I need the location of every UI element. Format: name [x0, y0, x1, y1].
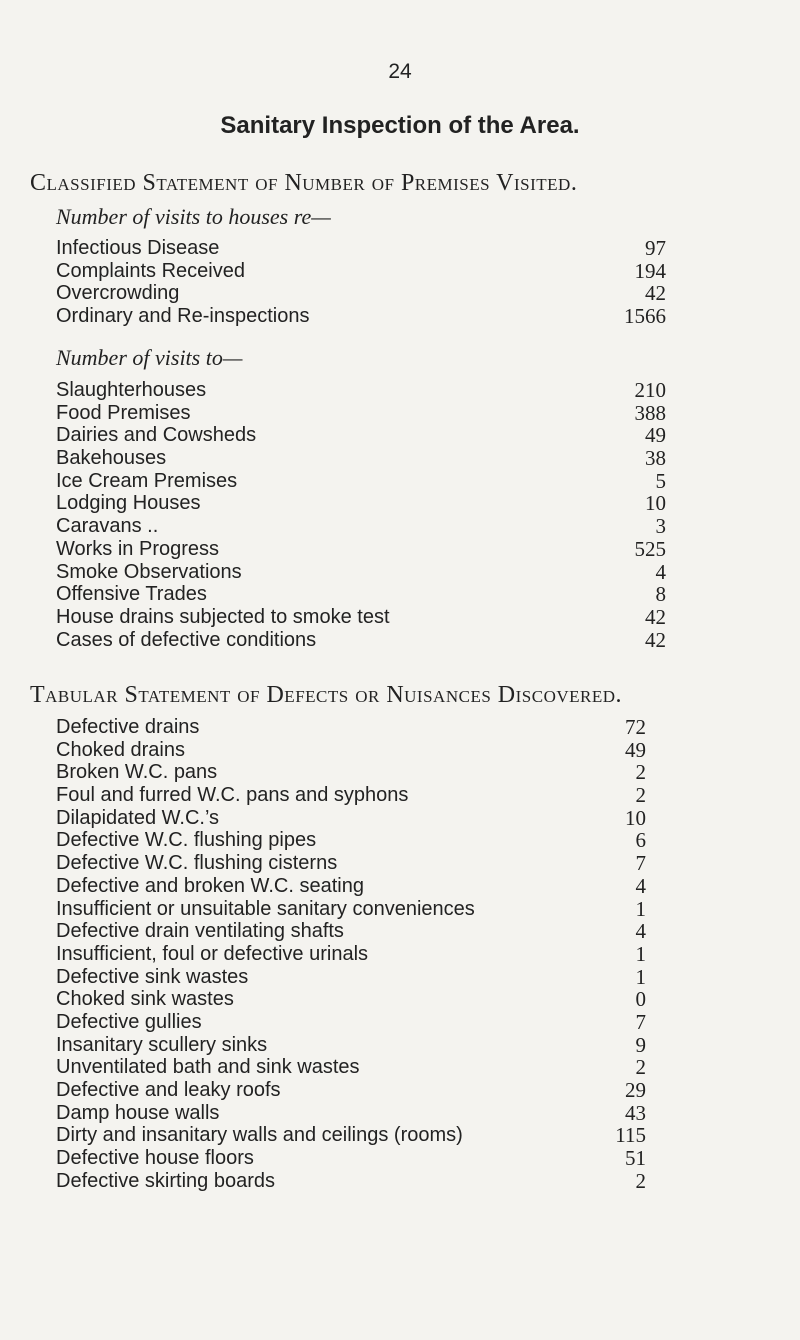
row-label: Damp house walls — [56, 1101, 220, 1124]
row-value: 1 — [635, 964, 646, 989]
subheading-visits-to-houses: Number of visits to houses re— — [56, 204, 331, 229]
table-row — [56, 898, 666, 921]
table-row — [56, 1102, 666, 1125]
row-value: 4 — [655, 559, 666, 584]
row-value: 2 — [635, 760, 646, 785]
table-row — [56, 988, 666, 1011]
subheading-visits-to: Number of visits to— — [56, 345, 243, 370]
table-row — [56, 1034, 666, 1057]
row-value: 7 — [635, 1009, 646, 1034]
row-value: 97 — [645, 236, 666, 260]
table-row — [56, 716, 666, 739]
row-label: Smoke Observations — [56, 560, 242, 583]
row-value: 525 — [634, 536, 666, 561]
row-label: Insanitary scullery sinks — [56, 1033, 268, 1056]
table-row — [56, 260, 666, 283]
list-visits-to-houses — [56, 237, 666, 328]
row-value: 2 — [635, 1055, 646, 1080]
row-label: Defective house floors — [56, 1147, 254, 1170]
table-row — [56, 379, 666, 402]
section-heading-defects-discovered: Tabular Statement of Defects or Nuisances Discovered. — [30, 682, 623, 708]
page-title: Sanitary Inspection of the Area. — [220, 112, 580, 139]
row-value: 7 — [635, 851, 646, 876]
row-value: 2 — [635, 783, 646, 808]
row-label: Defective and leaky roofs — [56, 1079, 281, 1101]
table-row — [56, 1011, 666, 1034]
row-value: 49 — [645, 423, 666, 448]
row-label: Defective gullies — [56, 1010, 202, 1033]
table-row — [56, 538, 666, 561]
row-label: Dilapidated W.C.’s — [56, 806, 220, 829]
table-row — [56, 943, 666, 966]
row-value: 1 — [635, 896, 646, 921]
table-row — [56, 761, 666, 784]
row-label: Lodging Houses — [56, 492, 201, 515]
table-row — [56, 492, 666, 515]
table-row — [56, 629, 666, 652]
row-label: Offensive Trades — [56, 583, 207, 606]
row-label: Choked drains — [56, 738, 185, 761]
row-value: 0 — [635, 987, 646, 1012]
table-row — [56, 829, 666, 852]
table-row — [56, 807, 666, 830]
row-value: 194 — [634, 258, 666, 283]
row-value: 4 — [635, 873, 646, 898]
table-row — [56, 875, 666, 898]
row-value: 43 — [625, 1100, 646, 1125]
list-visits-to-premises — [56, 379, 666, 651]
row-value: 8 — [655, 582, 666, 607]
table-row — [56, 561, 666, 584]
table-row — [56, 515, 666, 538]
row-label: Bakehouses — [56, 447, 167, 470]
table-row — [56, 424, 666, 447]
row-label: Broken W.C. pans — [56, 761, 218, 784]
row-value: 38 — [645, 446, 666, 471]
row-label: Ice Cream Premises — [56, 469, 238, 492]
row-value: 1566 — [624, 304, 666, 329]
table-row — [56, 1170, 666, 1193]
row-value: 42 — [645, 281, 666, 306]
row-value: 49 — [625, 737, 646, 762]
table-row — [56, 1147, 666, 1170]
row-label: Foul and furred W.C. pans and syphons — [56, 784, 409, 807]
row-label: Unventilated bath and sink wastes — [56, 1056, 360, 1079]
section-heading-premises-visited: Classified Statement of Number of Premises Visited. — [30, 170, 578, 196]
row-label: Dirty and insanitary walls and ceilings (rooms) — [56, 1124, 463, 1147]
table-row — [56, 282, 666, 305]
table-row — [56, 1124, 666, 1147]
row-label: Infectious Disease — [56, 237, 220, 259]
table-row — [56, 447, 666, 470]
row-value: 42 — [645, 627, 666, 652]
row-label: Defective W.C. flushing pipes — [56, 829, 317, 852]
row-label: Defective drain ventilating shafts — [56, 920, 344, 943]
row-label: Cases of defective conditions — [56, 628, 317, 651]
row-value: 10 — [645, 491, 666, 516]
row-label: Dairies and Cowsheds — [56, 424, 257, 447]
row-label: Slaughterhouses — [56, 379, 207, 401]
row-label: Works in Progress — [56, 537, 220, 560]
table-row — [56, 1079, 666, 1102]
row-label: Defective sink wastes — [56, 965, 249, 988]
row-value: 9 — [635, 1032, 646, 1057]
table-row — [56, 237, 666, 260]
table-row — [56, 402, 666, 425]
row-value: 72 — [625, 715, 646, 739]
row-label: Insufficient, foul or defective urinals — [56, 942, 369, 965]
row-label: Caravans .. — [56, 515, 159, 538]
table-row — [56, 1056, 666, 1079]
row-label: Defective W.C. flushing cisterns — [56, 852, 338, 875]
table-row — [56, 583, 666, 606]
table-row — [56, 966, 666, 989]
row-value: 2 — [635, 1168, 646, 1193]
row-value: 42 — [645, 604, 666, 629]
row-label: House drains subjected to smoke test — [56, 605, 390, 628]
row-value: 6 — [635, 828, 646, 853]
page-number: 24 — [388, 60, 412, 83]
row-value: 1 — [635, 941, 646, 966]
row-label: Complaints Received — [56, 259, 245, 282]
row-value: 4 — [635, 919, 646, 944]
row-label: Food Premises — [56, 401, 191, 424]
row-label: Defective drains — [56, 716, 200, 738]
row-value: 210 — [634, 378, 666, 402]
table-row — [56, 739, 666, 762]
row-label: Defective skirting boards — [56, 1169, 275, 1192]
list-defects — [56, 716, 666, 1192]
row-value: 29 — [625, 1078, 646, 1102]
row-value: 5 — [655, 468, 666, 493]
row-value: 10 — [625, 805, 646, 830]
row-value: 388 — [634, 400, 666, 425]
table-row — [56, 852, 666, 875]
table-row — [56, 784, 666, 807]
row-label: Defective and broken W.C. seating — [56, 874, 364, 897]
table-row — [56, 606, 666, 629]
row-value: 51 — [625, 1146, 646, 1171]
table-row — [56, 920, 666, 943]
row-value: 115 — [615, 1123, 646, 1148]
row-label: Choked sink wastes — [56, 988, 234, 1011]
row-label: Overcrowding — [56, 282, 180, 305]
row-label: Ordinary and Re-inspections — [56, 305, 310, 328]
row-label: Insufficient or unsuitable sanitary conveniences — [56, 897, 475, 920]
row-value: 3 — [655, 514, 666, 539]
table-row — [56, 470, 666, 493]
table-row — [56, 305, 666, 328]
